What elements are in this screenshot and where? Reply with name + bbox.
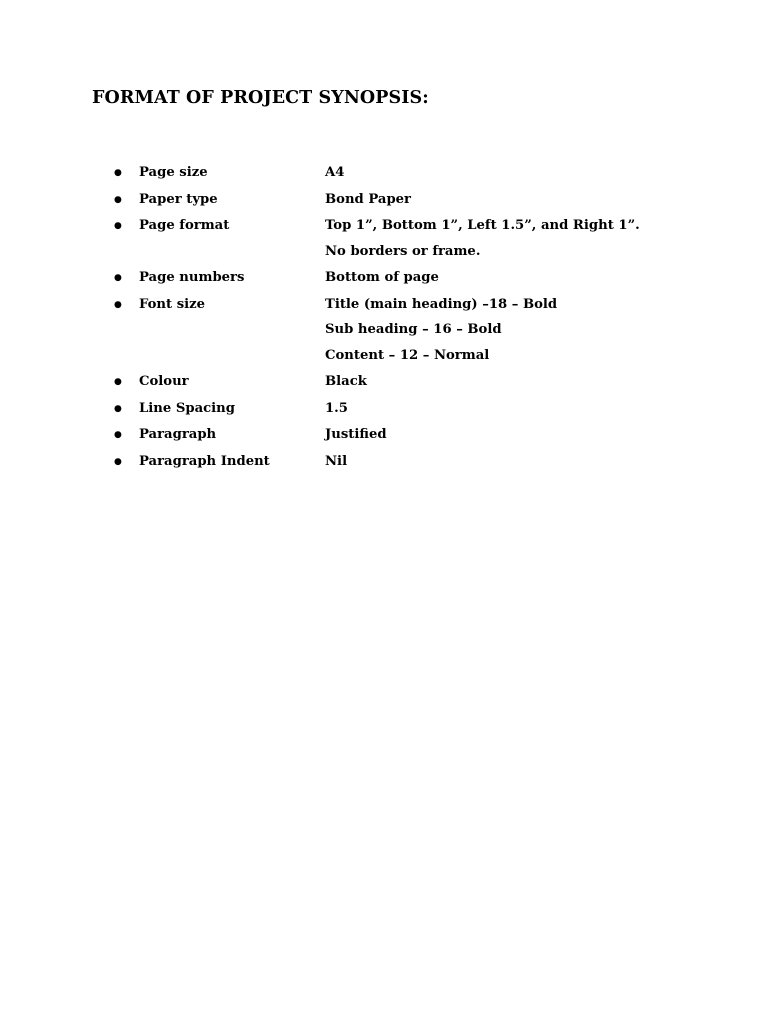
spec-continuation — [0, 243, 768, 270]
spec-item — [0, 426, 768, 453]
bullet-icon: ● — [114, 403, 122, 414]
spec-label: Paragraph — [139, 427, 217, 442]
spec-item — [0, 269, 768, 296]
spec-item — [0, 400, 768, 427]
spec-item — [0, 296, 768, 322]
bullet-icon: ● — [114, 430, 122, 440]
spec-value: No borders or frame. — [325, 243, 481, 259]
spec-continuation — [0, 347, 768, 374]
spec-value: A4 — [325, 165, 345, 180]
spec-item — [0, 191, 768, 218]
spec-item — [0, 453, 768, 480]
bullet-icon: ● — [114, 377, 122, 387]
spec-value: Title (main heading) –18 – Bold — [325, 296, 558, 312]
spec-item — [0, 373, 768, 400]
bullet-icon: ● — [114, 456, 122, 467]
spec-continuation — [0, 321, 768, 347]
spec-value: Nil — [325, 453, 348, 469]
spec-label: Page size — [139, 165, 208, 180]
spec-value: Top 1”, Bottom 1”, Left 1.5”, and Right 1”. — [325, 218, 640, 233]
spec-item — [0, 164, 768, 191]
spec-value: 1.5 — [325, 400, 348, 416]
bullet-icon: ● — [114, 221, 122, 231]
bullet-icon: ● — [114, 299, 122, 310]
bullet-icon: ● — [114, 273, 122, 283]
spec-label: Colour — [139, 374, 189, 389]
bullet-icon: ● — [114, 194, 122, 205]
spec-label: Line Spacing — [139, 400, 235, 416]
spec-value: Justified — [325, 427, 387, 442]
spec-value: Bond Paper — [325, 191, 412, 207]
document-title: FORMAT OF PROJECT SYNOPSIS: — [92, 88, 429, 108]
spec-label: Page numbers — [139, 270, 245, 285]
spec-item — [0, 217, 768, 243]
format-spec-list — [0, 164, 768, 479]
spec-label: Paragraph Indent — [139, 453, 270, 469]
spec-label: Font size — [139, 296, 206, 312]
bullet-icon: ● — [114, 168, 122, 178]
spec-value: Sub heading – 16 – Bold — [325, 322, 502, 337]
spec-value: Content – 12 – Normal — [325, 347, 490, 363]
spec-value: Bottom of page — [325, 270, 439, 285]
spec-value: Black — [325, 374, 367, 389]
spec-label: Paper type — [139, 191, 218, 207]
spec-label: Page format — [139, 218, 230, 233]
